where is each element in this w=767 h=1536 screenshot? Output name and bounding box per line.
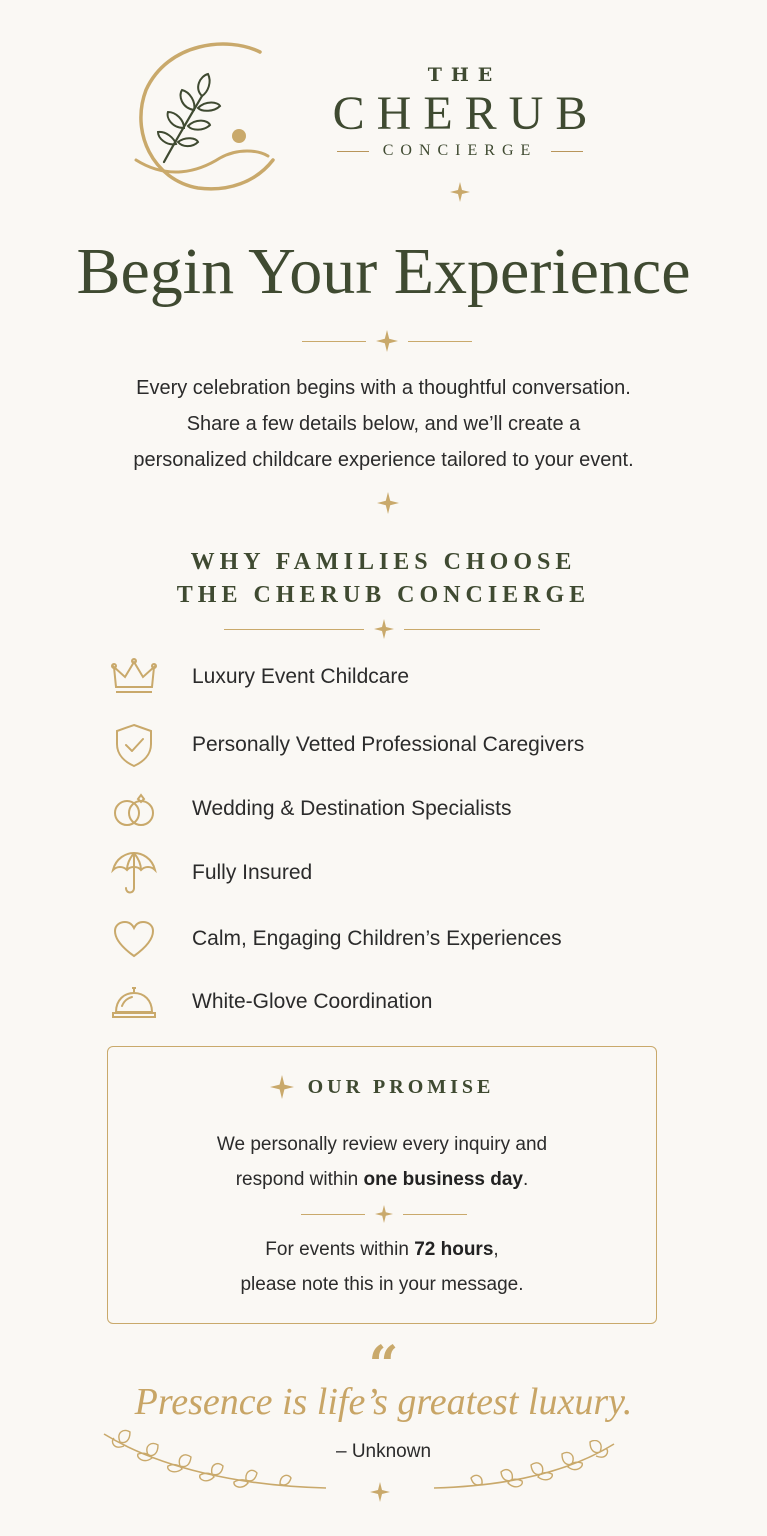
heart-icon	[106, 914, 162, 964]
why-heading	[0, 546, 767, 612]
list-item	[106, 652, 409, 702]
promise-emphasis: one business day	[363, 1169, 523, 1190]
promise-line	[108, 1232, 656, 1267]
sparkle-icon	[376, 330, 398, 352]
feature-label: Fully Insured	[192, 861, 313, 884]
divider-line	[404, 629, 540, 630]
why-divider	[222, 619, 542, 639]
service-bell-icon	[106, 977, 162, 1027]
promise-card	[107, 1046, 657, 1324]
promise-text: respond within	[235, 1169, 364, 1190]
feature-label: Wedding & Destination Specialists	[192, 797, 512, 820]
brand-sub: CONCIERGE	[382, 142, 538, 159]
laurel-sprig-icon	[432, 1440, 618, 1498]
promise-line	[108, 1162, 656, 1197]
feature-label: Luxury Event Childcare	[192, 665, 410, 688]
intro-line: personalized childcare experience tailored to your event.	[133, 449, 634, 471]
promise-text: ,	[493, 1239, 499, 1260]
divider-line	[337, 151, 369, 152]
rings-icon	[106, 784, 162, 834]
quote-text: Presence is life’s greatest luxury.	[134, 1381, 633, 1423]
sparkle-icon	[375, 1205, 393, 1223]
promise-title: OUR PROMISE	[307, 1075, 495, 1098]
list-item	[106, 914, 562, 964]
list-item	[106, 977, 432, 1027]
intro-line: Every celebration begins with a thoughtful conversation.	[136, 377, 631, 399]
brand-sub-row	[300, 142, 620, 160]
feature-label: White-Glove Coordination	[192, 990, 433, 1013]
feature-label: Calm, Engaging Children’s Experiences	[192, 927, 562, 950]
intro-text	[60, 370, 707, 478]
list-item	[106, 720, 584, 770]
sparkle-icon	[270, 1075, 294, 1099]
feature-label: Personally Vetted Professional Caregivers	[192, 733, 585, 756]
why-heading-line: THE CHERUB CONCIERGE	[176, 582, 591, 608]
title-divider	[298, 330, 476, 352]
promise-header	[108, 1075, 656, 1099]
brand-wordmark	[300, 64, 620, 160]
promise-paragraph	[108, 1127, 656, 1197]
sparkle-icon	[377, 492, 399, 514]
crown-icon	[106, 652, 162, 702]
quote-mark-icon: “	[368, 1335, 399, 1396]
brand-the: THE	[427, 64, 502, 86]
why-heading-line: WHY FAMILIES CHOOSE	[190, 549, 577, 575]
divider-line	[403, 1214, 467, 1215]
promise-divider	[296, 1204, 472, 1224]
laurel-sprig-icon	[100, 1428, 330, 1498]
sparkle-icon	[374, 619, 394, 639]
page-title: Begin Your Experience	[76, 235, 691, 308]
sparkle-icon	[370, 1482, 390, 1502]
umbrella-icon	[106, 848, 162, 898]
cherub-logo-icon	[128, 40, 278, 195]
divider-line	[224, 629, 364, 630]
divider-line	[301, 1214, 365, 1215]
promise-paragraph	[108, 1232, 656, 1302]
promise-line: please note this in your message.	[240, 1274, 524, 1295]
brand-name: CHERUB	[332, 87, 600, 140]
shield-check-icon	[106, 720, 162, 770]
intro-line: Share a few details below, and we’ll create a	[186, 413, 581, 435]
quote-attribution: – Unknown	[335, 1441, 432, 1462]
list-item	[106, 848, 312, 898]
promise-text: For events within	[265, 1239, 415, 1260]
divider-line	[551, 151, 583, 152]
promise-text: .	[522, 1169, 529, 1190]
divider-line	[302, 341, 366, 342]
promise-line: We personally review every inquiry and	[216, 1134, 548, 1155]
list-item	[106, 784, 511, 834]
divider-line	[408, 341, 472, 342]
promise-emphasis: 72 hours	[414, 1239, 494, 1260]
sparkle-icon	[450, 182, 470, 202]
